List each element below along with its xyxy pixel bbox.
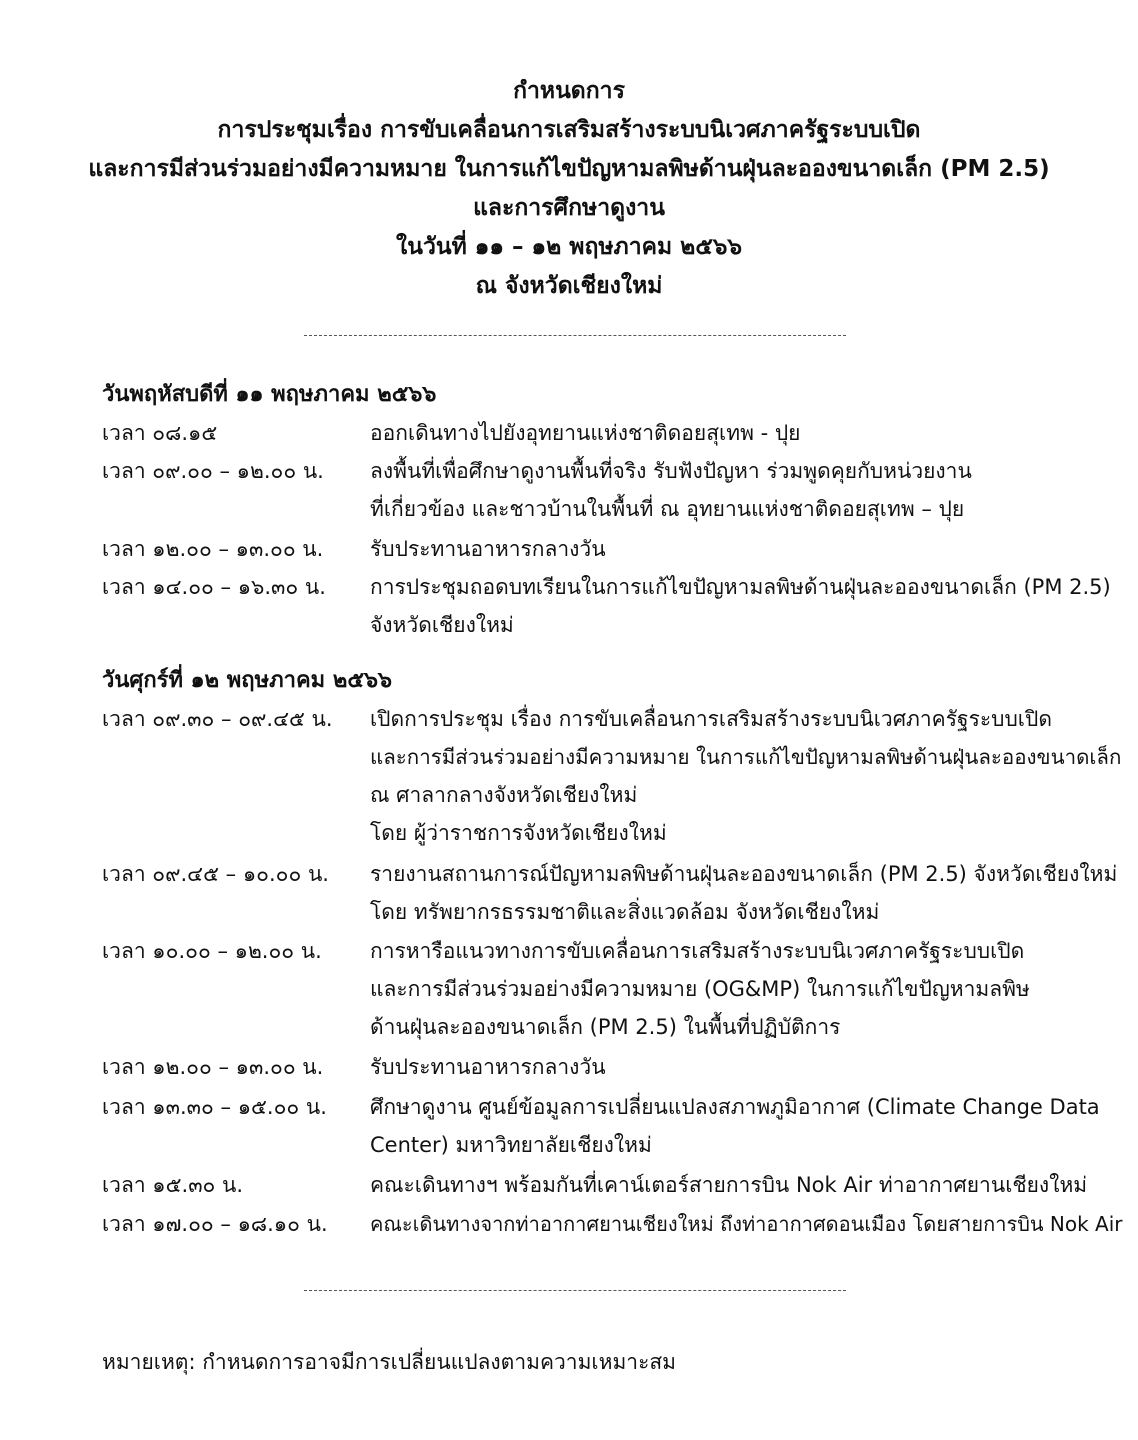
schedule-time: เวลา ๑๓.๓๐ – ๑๕.๐๐ น. [102,1095,327,1119]
top-divider [304,335,846,336]
description-line: ที่เกี่ยวข้อง และชาวบ้านในพื้นที่ ณ อุทยานแห่งชาติดอยสุเทพ – ปุย [370,497,965,521]
description-line: การหารือแนวทางการขับเคลื่อนการเสริมสร้างระบบนิเวศภาครัฐระบบเปิด [370,939,1025,963]
schedule-time: เวลา ๑๐.๐๐ – ๑๒.๐๐ น. [102,939,322,963]
footnote: หมายเหตุ: กำหนดการอาจมีการเปลี่ยนแปลงตามความเหมาะสม [102,1350,677,1374]
description-line: โดย ผู้ว่าราชการจังหวัดเชียงใหม่ [370,821,667,845]
description-line: ด้านฝุ่นละอองขนาดเล็ก (PM 2.5) ในพื้นที่ปฏิบัติการ [370,1015,841,1039]
schedule-time: เวลา ๑๕.๓๐ น. [102,1173,244,1197]
schedule-time: เวลา ๑๔.๐๐ – ๑๖.๓๐ น. [102,575,326,599]
schedule-time: เวลา ๐๘.๑๕ [102,421,218,445]
schedule-description [370,700,1130,852]
schedule-description [370,1088,1130,1164]
description-line: เปิดการประชุม เรื่อง การขับเคลื่อนการเสริมสร้างระบบนิเวศภาครัฐระบบเปิด [370,707,1052,731]
header-date: ในวันที่ ๑๑ – ๑๒ พฤษภาคม ๒๕๖๖ [396,234,742,260]
description-line: และการมีส่วนร่วมอย่างมีความหมาย (OG&MP) ในการแก้ไขปัญหามลพิษ [370,977,1030,1001]
header-meeting-subject-cont: และการมีส่วนร่วมอย่างมีความหมาย ในการแก้ไขปัญหามลพิษด้านฝุ่นละอองขนาดเล็ก (PM 2.5) [88,156,1050,182]
day-1-heading: วันพฤหัสบดีที่ ๑๑ พฤษภาคม ๒๕๖๖ [102,382,437,407]
schedule-description [370,1048,1130,1086]
description-line: โดย ทรัพยากรธรรมชาติและสิ่งแวดล้อม จังหวัดเชียงใหม่ [370,900,880,924]
description-line: และการมีส่วนร่วมอย่างมีความหมาย ในการแก้ไขปัญหามลพิษด้านฝุ่นละอองขนาดเล็ก [370,745,1122,769]
schedule-description [370,1205,1130,1243]
schedule-description [370,414,1130,452]
description-line: การประชุมถอดบทเรียนในการแก้ไขปัญหามลพิษด้านฝุ่นละอองขนาดเล็ก (PM 2.5) [370,575,1111,599]
schedule-time: เวลา ๐๙.๐๐ – ๑๒.๐๐ น. [102,459,324,483]
header-location: ณ จังหวัดเชียงใหม่ [475,273,663,299]
schedule-time: เวลา ๑๗.๐๐ – ๑๘.๑๐ น. [102,1212,328,1236]
description-line: จังหวัดเชียงใหม่ [370,613,514,637]
schedule-description [370,855,1130,931]
schedule-description [370,452,1130,528]
schedule-time: เวลา ๐๙.๓๐ – ๐๙.๔๕ น. [102,707,333,731]
day-2-heading: วันศุกร์ที่ ๑๒ พฤษภาคม ๒๕๖๖ [102,668,392,693]
header-study-visit: และการศึกษาดูงาน [473,195,665,221]
schedule-time: เวลา ๑๒.๐๐ – ๑๓.๐๐ น. [102,1055,324,1079]
description-line: ลงพื้นที่เพื่อศึกษาดูงานพื้นที่จริง รับฟังปัญหา ร่วมพูดคุยกับหน่วยงาน [370,459,972,483]
schedule-time: เวลา ๑๒.๐๐ – ๑๓.๐๐ น. [102,537,324,561]
bottom-divider [304,1290,846,1291]
schedule-time: เวลา ๐๙.๔๕ – ๑๐.๐๐ น. [102,862,329,886]
document-header [0,72,1138,306]
description-line: คณะเดินทางจากท่าอากาศยานเชียงใหม่ ถึงท่าอากาศดอนเมือง โดยสายการบิน Nok Air [370,1212,1123,1236]
schedule-description [370,1166,1130,1204]
description-line: คณะเดินทางฯ พร้อมกันที่เคาน์เตอร์สายการบิน Nok Air ท่าอากาศยานเชียงใหม่ [370,1173,1088,1197]
description-line: ณ ศาลากลางจังหวัดเชียงใหม่ [370,783,638,807]
description-line: รับประทานอาหารกลางวัน [370,1055,606,1079]
description-line: รับประทานอาหารกลางวัน [370,537,606,561]
schedule-description [370,568,1130,644]
schedule-description [370,530,1130,568]
description-line: รายงานสถานการณ์ปัญหามลพิษด้านฝุ่นละอองขนาดเล็ก (PM 2.5) จังหวัดเชียงใหม่ [370,862,1118,886]
schedule-description [370,932,1130,1046]
header-meeting-subject: การประชุมเรื่อง การขับเคลื่อนการเสริมสร้างระบบนิเวศภาครัฐระบบเปิด [217,117,921,143]
description-line: Center) มหาวิทยาลัยเชียงใหม่ [370,1133,652,1157]
description-line: ศึกษาดูงาน ศูนย์ข้อมูลการเปลี่ยนแปลงสภาพภูมิอากาศ (Climate Change Data [370,1095,1100,1119]
header-title: กำหนดการ [513,78,625,104]
description-line: ออกเดินทางไปยังอุทยานแห่งชาติดอยสุเทพ - ปุย [370,421,801,445]
